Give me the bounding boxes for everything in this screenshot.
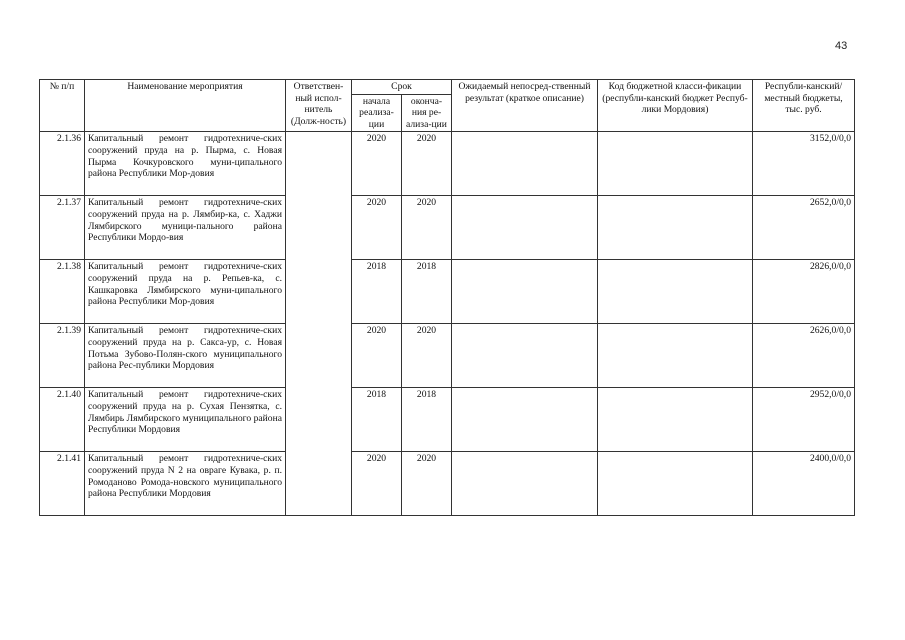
row-end: 2018	[402, 260, 452, 324]
row-name: Капитальный ремонт гидротехниче-ских сооружений пруда на р. Лямбир-ка, с. Хаджи Лямбирского муници-пального района Республики Мордо-вия	[85, 196, 286, 260]
header-result: Ожидаемый непосред-ственный результат (краткое описание)	[452, 80, 598, 132]
row-amount: 2652,0/0,0	[753, 196, 855, 260]
row-start: 2020	[352, 196, 402, 260]
page-number: 43	[835, 40, 848, 52]
header-num: № п/п	[40, 80, 85, 132]
table-row	[40, 196, 855, 260]
row-amount: 2952,0/0,0	[753, 388, 855, 452]
row-code	[598, 196, 753, 260]
header-period-end: оконча-ния ре-ализа-ции	[402, 94, 452, 132]
row-code	[598, 260, 753, 324]
row-start: 2020	[352, 132, 402, 196]
row-result	[452, 324, 598, 388]
table-row	[40, 388, 855, 452]
row-amount: 3152,0/0,0	[753, 132, 855, 196]
header-budget-code: Код бюджетной класси-фикации (республи-канский бюджет Респуб-лики Мордовия)	[598, 80, 753, 132]
row-end: 2018	[402, 388, 452, 452]
row-end: 2020	[402, 132, 452, 196]
row-code	[598, 132, 753, 196]
row-name: Капитальный ремонт гидротехниче-ских сооружений пруда на р. Сакса-ур, с. Новая Потьма Зубово-Полян-ского муниципального района Рес-публики Мордовия	[85, 324, 286, 388]
row-name: Капитальный ремонт гидротехниче-ских сооружений пруда N 2 на овраге Кувака, р. п. Ромоданово Ромода-новского муниципального района Республики Мордовия	[85, 452, 286, 516]
row-end: 2020	[402, 196, 452, 260]
row-num: 2.1.37	[40, 196, 85, 260]
row-end: 2020	[402, 324, 452, 388]
row-result	[452, 132, 598, 196]
row-name: Капитальный ремонт гидротехниче-ских сооружений пруда на р. Пырма, с. Новая Пырма Кочкуровского муни-ципального района Республики Мор-довия	[85, 132, 286, 196]
row-start: 2018	[352, 260, 402, 324]
row-start: 2020	[352, 324, 402, 388]
responsible-cell	[286, 132, 352, 516]
row-num: 2.1.36	[40, 132, 85, 196]
header-period: Срок	[352, 80, 452, 95]
row-num: 2.1.39	[40, 324, 85, 388]
row-num: 2.1.38	[40, 260, 85, 324]
row-result	[452, 388, 598, 452]
row-code	[598, 324, 753, 388]
row-result	[452, 260, 598, 324]
row-name: Капитальный ремонт гидротехниче-ских сооружений пруда на р. Репьев-ка, с. Кашкаровка Лямбирского муни-ципального района Республики Мор-довия	[85, 260, 286, 324]
row-result	[452, 196, 598, 260]
table-row	[40, 132, 855, 196]
table-row	[40, 452, 855, 516]
row-end: 2020	[402, 452, 452, 516]
row-start: 2018	[352, 388, 402, 452]
measures-table	[39, 79, 855, 516]
header-budget: Республи-канский/местный бюджеты, тыс. руб.	[753, 80, 855, 132]
header-responsible: Ответствен-ный испол-нитель (Долж-ность)	[286, 80, 352, 132]
row-start: 2020	[352, 452, 402, 516]
header-name: Наименование мероприятия	[85, 80, 286, 132]
row-name: Капитальный ремонт гидротехниче-ских сооружений пруда на р. Сухая Пензятка, с. Лямбирь Лямбирского муниципального района Республики Мордовия	[85, 388, 286, 452]
row-num: 2.1.41	[40, 452, 85, 516]
row-result	[452, 452, 598, 516]
header-period-start: начала реализа-ции	[352, 94, 402, 132]
table-row	[40, 324, 855, 388]
row-amount: 2400,0/0,0	[753, 452, 855, 516]
row-amount: 2826,0/0,0	[753, 260, 855, 324]
row-code	[598, 452, 753, 516]
table-row	[40, 260, 855, 324]
row-amount: 2626,0/0,0	[753, 324, 855, 388]
row-num: 2.1.40	[40, 388, 85, 452]
row-code	[598, 388, 753, 452]
